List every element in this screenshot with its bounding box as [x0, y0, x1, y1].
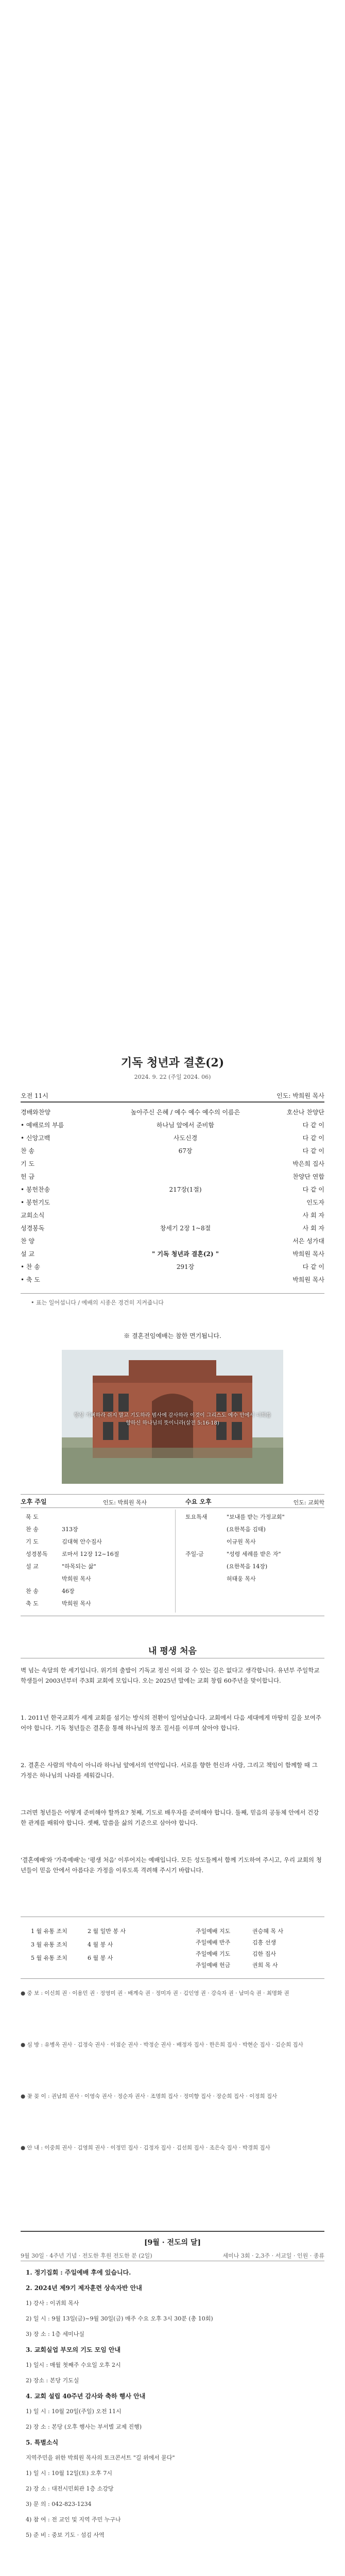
- schedule-item: 1) 일 시 : 10월 20일(주일) 오전 11시: [26, 2408, 122, 2415]
- order-person: 찬양단 연합: [292, 1173, 324, 1180]
- schedule-divider: [21, 2231, 324, 2232]
- order-note: • 표는 일어섭니다 / 예배의 시종은 경건히 지켜줍니다: [31, 1299, 164, 1306]
- order-person: 서은 성가대: [292, 1238, 324, 1245]
- wednesday-title: 수요 오후: [185, 1498, 212, 1505]
- afternoon-row-value: 박희원 목사: [62, 1575, 91, 1582]
- order-label: 설 교: [21, 1250, 34, 1258]
- serving-list-item: ● 중 보 : 이신희 권 · 이용민 권 · 정영미 권 · 배계숙 권 · 정미자 권 · 김인영 권 · 강숙자 권 · 남미숙 권 · 최명화 권: [21, 1990, 289, 1996]
- schedule-item: 1) 강사 : 이귀희 목사: [26, 2300, 79, 2307]
- afternoon-row-value: 박희원 목사: [62, 1600, 91, 1607]
- duty-right-value: 권승혜 목 사: [252, 1928, 284, 1935]
- order-person: 박희원 목사: [292, 1276, 324, 1283]
- order-label: • 찬 송: [21, 1263, 40, 1270]
- page-title: 기독 청년과 결혼(2): [120, 1056, 225, 1070]
- order-label: • 축 도: [21, 1276, 40, 1283]
- afternoon-row-value: 46장: [62, 1588, 75, 1595]
- duty-right-value: 김흥 선생: [252, 1939, 277, 1946]
- wednesday-row-value: 허태웅 목사: [227, 1575, 256, 1582]
- order-row: [21, 1159, 324, 1171]
- wednesday-leader: 인도: 교회학: [293, 1499, 324, 1506]
- order-label: • 예배로의 부름: [21, 1122, 64, 1129]
- afternoon-row-label: 찬 송: [26, 1526, 39, 1533]
- afternoon-row-label: 축 도: [26, 1600, 39, 1607]
- afternoon-leader: 인도: 박희원 목사: [103, 1499, 147, 1506]
- service-time: 오전 11시: [21, 1092, 48, 1099]
- church-photo: [62, 1350, 283, 1484]
- essay-paragraph: 2. 결혼은 사람의 약속이 아니라 하나님 앞에서의 언약입니다. 서로를 향한 헌신과 사랑, 그리고 책임이 함께할 때 그 가정은 하나님의 나라를 세워갑니다.: [21, 1761, 318, 1779]
- schedule-item: 4) 참 여 : 전 교인 및 지역 주민 누구나: [26, 2516, 121, 2523]
- serving-list-item: ● 꽃 꽂 이 : 권남희 권사 · 이영숙 권사 · 정순자 권사 · 조명희 집사 · 정미향 집사 · 장순희 집사 · 이정희 집사: [21, 2093, 278, 2099]
- schedule-item: 4. 교회 설립 40주년 감사와 축하 행사 안내: [26, 2393, 146, 2400]
- order-label: 헌 금: [21, 1173, 34, 1180]
- afternoon-row-label: 설 교: [26, 1563, 39, 1570]
- order-row: [21, 1224, 324, 1235]
- order-row: [21, 1249, 324, 1261]
- serving-list-item: ● 안 내 : 이중희 권사 · 김영희 권사 · 이정민 집사 · 김정자 집사 · 김선희 집사 · 조은숙 집사 · 박경희 집사: [21, 2145, 270, 2151]
- order-person: 다 같 이: [302, 1134, 324, 1142]
- order-item: 하나님 앞에서 준비함: [157, 1122, 214, 1129]
- order-row: [21, 1275, 324, 1286]
- afternoon-row-label: 성경봉독: [26, 1551, 48, 1557]
- order-row: [21, 1108, 324, 1119]
- notice-divider: [21, 1978, 324, 1979]
- schedule-item: 3) 문 의 : 042-823-1234: [26, 2501, 92, 2507]
- order-item: 높아주신 은혜 / 예수 예수 예수의 이름은: [130, 1109, 240, 1116]
- order-row: [21, 1121, 324, 1132]
- duty-left-label: 3 월 유통 조치: [31, 1941, 67, 1948]
- schedule-subtitle: 9월 30일 · 4주년 기념 · 전도한 후원 전도한 분 (2일): [21, 2252, 152, 2259]
- order-row: [21, 1211, 324, 1222]
- duty-left-value: 2 월 일반 봉 사: [88, 1928, 126, 1935]
- schedule-item: 2) 일 시 : 9월 13일(금)~9월 30일(금) 매주 수요 오후 3시 30분 (총 10회): [26, 2315, 213, 2322]
- order-row: [21, 1133, 324, 1145]
- order-row: [21, 1262, 324, 1274]
- order-item: 291장: [176, 1263, 195, 1270]
- schedule-item: 5. 특별소식: [26, 2439, 59, 2446]
- schedule-subtitle-right: 세미나 3회 · 2,3주 · 서교일 · 인원 · 종류: [222, 2252, 324, 2259]
- order-person: 사 회 자: [302, 1225, 324, 1232]
- order-label: 찬 양: [21, 1238, 34, 1245]
- info-divider: [21, 1507, 324, 1508]
- order-person: 박은희 집사: [292, 1160, 324, 1167]
- order-person: 다 같 이: [302, 1122, 324, 1129]
- schedule-item: 2. 2024년 제9기 제자훈련 상속자반 안내: [26, 2284, 142, 2292]
- info-column-divider: [175, 1510, 176, 1613]
- order-person: 다 같 이: [302, 1147, 324, 1155]
- order-label: • 봉헌기도: [21, 1199, 50, 1206]
- order-item: 217장(1절): [169, 1186, 202, 1193]
- duty-right-label: 주일예배 지도: [196, 1928, 231, 1935]
- schedule-item: 5) 준 비 : 중보 기도 · 섬김 사역: [26, 2532, 105, 2538]
- order-person: 사 회 자: [302, 1212, 324, 1219]
- order-person: 다 같 이: [302, 1186, 324, 1193]
- essay-paragraph: 1. 2011년 한국교회가 세계 교회를 섬기는 방식의 전환이 일어났습니다. 교회에서 다음 세대에게 마땅히 길을 보여주어야 합니다. 기독 청년들은 결혼을 통해 하나님의 창조 질서를 이루며 살아야 합니다.: [21, 1714, 321, 1732]
- duty-left-value: 4 월 봉 사: [88, 1941, 113, 1948]
- afternoon-row-value: 김대혁 안수집사: [62, 1538, 102, 1545]
- order-label: • 봉헌찬송: [21, 1186, 50, 1193]
- schedule-item: 1) 일 시 : 10월 12일(토) 오후 7시: [26, 2470, 113, 2477]
- afternoon-row-label: 기 도: [26, 1538, 39, 1545]
- schedule-item: 3. 교회실업 부모의 기도 모임 안내: [26, 2346, 121, 2353]
- order-row: [21, 1198, 324, 1209]
- info-divider-top: [21, 1494, 324, 1495]
- afternoon-row-value: 313장: [62, 1526, 78, 1533]
- afternoon-title: 오후 주일: [21, 1498, 47, 1505]
- order-divider: [21, 1293, 324, 1294]
- schedule-item: 2) 장소 : 본당 기도실: [26, 2377, 79, 2384]
- essay-paragraph: 그러면 청년들은 어떻게 준비해야 할까요? 첫째, 기도로 배우자를 준비해야 합니다. 둘째, 믿음의 공동체 안에서 건강한 관계를 배워야 합니다. 셋째, 말씀을 삶의 기준으로 삼아야 합니다.: [21, 1809, 319, 1826]
- schedule-item: 3) 장 소 : 1층 세미나실: [26, 2331, 84, 2337]
- essay-title: 내 평생 처음: [148, 1646, 197, 1656]
- essay-paragraph: '결혼예배'와 '가족예배'는 '평생 처음' 이루어지는 예배입니다. 모든 성도들께서 함께 기도하여 주시고, 우리 교회의 청년들이 믿음 안에서 아름다운 가정을 이루도록 격려해 주시기 바랍니다.: [21, 1856, 322, 1874]
- order-row: [21, 1172, 324, 1183]
- duty-right-label: 주일예배 반주: [196, 1939, 231, 1946]
- wednesday-row-value: "보내를 받는 가정교회": [227, 1514, 285, 1520]
- duty-right-label: 주일예배 헌금: [196, 1962, 231, 1969]
- order-label: 경배와찬양: [21, 1109, 50, 1116]
- wednesday-row-value: (요한복음 14장): [227, 1563, 268, 1570]
- schedule-item: 1) 일시 : 매월 첫째주 수요일 오후 2시: [26, 2362, 121, 2368]
- order-item: " 기독 청년과 결혼(2) ": [151, 1250, 219, 1258]
- order-person: 호산나 찬양단: [286, 1109, 324, 1116]
- order-row: [21, 1146, 324, 1158]
- wednesday-row-value: 이규원 목사: [227, 1538, 256, 1545]
- duty-right-label: 주일예배 기도: [196, 1951, 231, 1957]
- order-label: 교회소식: [21, 1212, 45, 1219]
- serving-list-item: ● 심 방 : 유병옥 권사 · 김정숙 권사 · 이점순 권사 · 박정순 권사 · 배정자 집사 · 한은희 집사 · 박현순 집사 · 김순희 집사: [21, 2042, 303, 2048]
- order-row: [21, 1236, 324, 1248]
- wednesday-row-label: 주일-금: [185, 1551, 204, 1557]
- duty-right-value: 김한 집사: [252, 1951, 277, 1957]
- afternoon-row-value: "하목되는 삶": [62, 1563, 96, 1570]
- schedule-item: 지역주민을 위한 박희원 목사의 토크콘서트 "길 위에서 묻다": [26, 2454, 175, 2461]
- schedule-item: 2) 장 소 : 대전시민회관 1층 소강당: [26, 2485, 114, 2492]
- schedule-item: 2) 장 소 : 본당 (오후 행사는 부서별 교제 진행): [26, 2424, 142, 2430]
- wednesday-row-value: (요한복음 김태): [227, 1526, 266, 1533]
- duty-left-label: 5 월 유통 조치: [31, 1955, 67, 1961]
- order-item: 창세기 2장 1~8절: [160, 1225, 211, 1232]
- duty-left-value: 6 월 봉 사: [88, 1955, 113, 1961]
- wednesday-row-value: "성령 세례를 받은 자": [227, 1551, 281, 1557]
- photo-note: ※ 결혼전임예배는 참한 면기됩니다.: [124, 1332, 221, 1340]
- header-divider: [21, 1101, 324, 1103]
- service-date: 2024. 9. 22 (주일 2024. 06): [134, 1074, 211, 1080]
- order-person: 인도자: [306, 1199, 324, 1206]
- order-item: 67장: [178, 1147, 193, 1155]
- afternoon-row-label: 묵 도: [26, 1514, 39, 1520]
- order-person: 다 같 이: [302, 1263, 324, 1270]
- schedule-item: 1. 정기집회 : 주일예배 후에 있습니다.: [26, 2269, 131, 2276]
- afternoon-row-value: 로마서 12장 12~16절: [62, 1551, 119, 1557]
- wednesday-row-label: 토요특새: [185, 1514, 208, 1520]
- order-label: 찬 송: [21, 1147, 34, 1155]
- duty-left-label: 1 월 유통 조치: [31, 1928, 67, 1935]
- service-leader: 인도: 박희원 목사: [277, 1092, 324, 1099]
- order-label: • 신앙고백: [21, 1134, 50, 1142]
- essay-paragraph: 벽 넘는 속달의 한 세기입니다. 위기의 출발이 기독교 정신 이외 갈 수 있는 길은 없다고 생각합니다. 유년부 주일학교 학생들이 2003년부터 주3회 교회에 모입니다. 오는 2025년 말에는 교회 창립 60주년을 맞이합니다.: [21, 1667, 320, 1684]
- order-label: 성경봉독: [21, 1225, 45, 1232]
- duty-right-value: 권희 목 사: [252, 1962, 278, 1969]
- schedule-title: [9월 · 전도의 달]: [144, 2239, 201, 2247]
- order-label: 기 도: [21, 1160, 34, 1167]
- afternoon-row-label: 찬 송: [26, 1588, 39, 1595]
- photo-caption: 항상 기뻐하라 쉬지 말고 기도하라 범사에 감사하라 이것이 그리스도 예수 안에서 너희를 향하신 하나님의 뜻이니라(살전 5:16-18): [74, 1413, 271, 1426]
- order-person: 박희원 목사: [292, 1250, 324, 1258]
- order-row: [21, 1185, 324, 1196]
- order-item: 사도신경: [173, 1134, 198, 1142]
